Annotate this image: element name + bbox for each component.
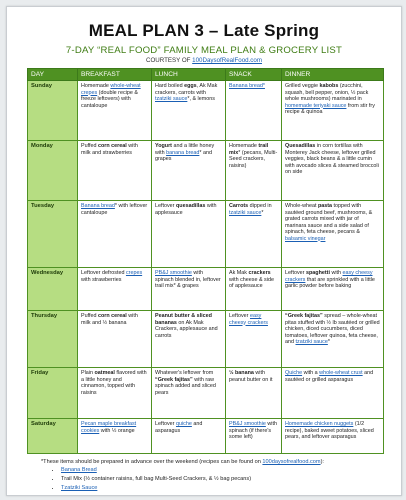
meal-text: Puffed: [81, 313, 98, 319]
page-title: MEAL PLAN 3 – Late Spring: [88, 21, 320, 40]
recipe-link[interactable]: Quiche: [285, 370, 303, 376]
footnote-item: [61, 467, 381, 474]
footnote-recipe-link[interactable]: Banana Bread: [61, 467, 97, 473]
meal-item: “Greek fajitas”: [155, 376, 193, 383]
table-row: [28, 81, 384, 141]
meal-text: with milk and strawberries: [81, 143, 138, 156]
meal-text: with milk and ½ banana: [81, 313, 138, 326]
dinner-cell: [282, 141, 384, 201]
recipe-link[interactable]: easy cheesy crackers: [229, 313, 268, 326]
meal-text: with peanut butter on it: [229, 370, 273, 383]
meal-text: Homemade: [81, 83, 111, 89]
meal-text: Homemade: [229, 143, 259, 149]
meal-text: in corn tortillas with Monterey Jack cheese, leftover grilled veggies, black beans & a little cumin with avocado slices & steamed broccoli on side: [285, 143, 379, 175]
meal-item: quesadillas: [175, 203, 206, 209]
day-cell: Saturday: [28, 419, 78, 454]
table-row: [28, 141, 384, 201]
meal-item: “Greek fajitas”: [285, 313, 323, 319]
recipe-link[interactable]: whole-wheat crepes: [81, 83, 141, 96]
page-subtitle: 7-DAY “REAL FOOD” FAMILY MEAL PLAN & GROCERY LIST: [65, 45, 343, 56]
courtesy-line: [7, 57, 401, 64]
column-header-breakfast: BREAKFAST: [78, 69, 152, 81]
breakfast-cell: [78, 141, 152, 201]
column-header-dinner: DINNER: [282, 69, 384, 81]
table-row: [28, 311, 384, 368]
breakfast-cell: [78, 268, 152, 311]
meal-text: Leftover: [285, 270, 306, 276]
recipe-link[interactable]: homemade teriyaki sauce: [285, 102, 347, 109]
dinner-cell: [282, 201, 384, 268]
meal-text: Leftover: [155, 203, 176, 209]
recipe-link[interactable]: whole-wheat crust: [319, 370, 363, 376]
meal-text: (1/2 recipe), baked sweet potatoes, sliced pears, and leftover asparagus: [285, 421, 374, 440]
footnote-list: [41, 467, 381, 492]
meal-text: with spinach blended in, leftover trail mix* & grapes: [155, 270, 221, 289]
meal-text: with strawberries: [81, 276, 122, 283]
recipe-link[interactable]: tzatziki sauce: [295, 339, 328, 345]
meal-text: and asparagus: [155, 421, 203, 434]
lunch-cell: [152, 368, 226, 419]
meal-item: Yogurt: [155, 143, 172, 149]
meal-text: that are sprinkled with a little garlic powder before baking: [285, 276, 375, 289]
meal-text: Plain: [81, 370, 95, 376]
snack-cell: [226, 268, 282, 311]
day-cell: Sunday: [28, 81, 78, 141]
meal-text: flavored with a little honey and cinnamon, topped with raisins: [81, 370, 147, 396]
meal-item: pasta: [317, 203, 333, 209]
meal-text: and a little honey with: [155, 143, 215, 156]
dinner-cell: [282, 311, 384, 368]
meal-text: Leftover defrosted: [81, 270, 126, 276]
meal-item: spaghetti: [305, 270, 330, 276]
meal-text: (zucchini, squash, bell pepper, onion, ½ pack whole mushrooms) marinated in: [285, 83, 369, 102]
meal-text: on Ak Mak Crackers, applesauce and carrots: [155, 319, 218, 339]
recipe-link[interactable]: balsamic vinegar: [285, 235, 326, 242]
courtesy-link[interactable]: 100DaysofRealFood.com: [192, 57, 262, 64]
day-cell: Monday: [28, 141, 78, 201]
breakfast-cell: [78, 81, 152, 141]
footnote-recipe-link[interactable]: Tzatziki Sauce: [61, 485, 98, 491]
meal-item: kabobs: [319, 83, 339, 89]
meal-text: with applesauce: [155, 203, 217, 216]
meal-text: Whatever's leftover from: [155, 370, 214, 376]
meal-text: with ½ orange: [99, 427, 135, 434]
footnote-item: [61, 476, 381, 483]
meal-text: * with leftover cantaloupe: [81, 203, 148, 216]
column-header-snack: SNACK: [226, 69, 282, 81]
meal-text: * (pecans, Multi-Seed crackers, raisins): [229, 149, 278, 169]
footnote: [41, 459, 381, 494]
meal-text: (double recipe & freeze leftovers) with cantaloupe: [81, 89, 138, 109]
breakfast-cell: [78, 311, 152, 368]
column-header-lunch: LUNCH: [152, 69, 226, 81]
lunch-cell: [152, 419, 226, 454]
table-row: [28, 419, 384, 454]
recipe-link[interactable]: crepes: [125, 270, 143, 276]
meal-item: Peanut butter & sliced bananas: [155, 313, 212, 326]
meal-item: crackers: [248, 270, 271, 276]
dinner-cell: [282, 81, 384, 141]
meal-text: Ak Mak: [229, 270, 249, 276]
footnote-item: [61, 485, 381, 492]
meal-text: with spinach (if there's some left): [229, 421, 277, 440]
meal-text: , Ak Mak crackers, carrots with: [155, 83, 218, 96]
recipe-link[interactable]: Homemade chicken nuggets: [285, 421, 354, 427]
breakfast-cell: [78, 368, 152, 419]
snack-cell: [226, 368, 282, 419]
meal-item: corn cereal: [98, 313, 127, 319]
meal-text: Puffed: [81, 143, 98, 149]
lunch-cell: [152, 201, 226, 268]
snack-cell: [226, 201, 282, 268]
meal-text: * and grapes: [155, 149, 212, 162]
column-header-day: DAY: [28, 69, 78, 81]
meal-text: Leftover: [229, 313, 250, 319]
dinner-cell: [282, 268, 384, 311]
courtesy-prefix: COURTESY OF: [145, 57, 193, 64]
meal-text: with raw spinach added and sliced pears: [155, 376, 216, 396]
meal-text: with: [329, 270, 343, 276]
recipe-link[interactable]: banana bread: [166, 149, 200, 156]
meal-text: and sautéed or grilled asparagus: [285, 370, 374, 383]
table-row: [28, 201, 384, 268]
footnote-text: Trail Mix (½ container raisins, full bag Multi-Seed Crackers, & ½ bag pecans): [61, 476, 252, 482]
footnote-intro: [41, 459, 381, 466]
dinner-cell: [282, 419, 384, 454]
footnote-intro-suffix: ):: [320, 459, 324, 465]
snack-cell: [226, 419, 282, 454]
snack-cell: [226, 81, 282, 141]
meal-item: Carrots: [229, 203, 249, 209]
day-cell: Friday: [28, 368, 78, 419]
meal-text: *, & lemons: [187, 96, 215, 102]
meal-item: trail mix: [229, 143, 269, 156]
recipe-link[interactable]: tzatziki sauce: [229, 209, 262, 216]
footnote-intro-prefix: *These items should be prepared in advance over the weekend (recipes can be found on: [41, 459, 263, 465]
snack-cell: [226, 311, 282, 368]
lunch-cell: [152, 311, 226, 368]
meal-plan-page: [6, 6, 402, 496]
recipe-link[interactable]: tzatziki sauce: [155, 96, 188, 102]
footnote-intro-link[interactable]: 100daysofrealfood.com: [262, 459, 321, 465]
dinner-cell: [282, 368, 384, 419]
meal-item: corn cereal: [98, 143, 127, 149]
breakfast-cell: [78, 201, 152, 268]
meal-text: Leftover: [155, 421, 176, 427]
breakfast-cell: [78, 419, 152, 454]
table-header-row: [28, 69, 384, 81]
lunch-cell: [152, 81, 226, 141]
meal-item: Quesadillas: [285, 143, 316, 149]
recipe-link[interactable]: PB&J smoothie: [229, 421, 266, 427]
meal-item: ½ banana: [229, 370, 254, 376]
meal-item: oatmeal: [94, 370, 115, 376]
meal-text: spread – whole-wheat pitas stuffed with ½ lb sautéed or grilled chicken, diced cucumbers, diced tomatoes, leftover quinoa, feta cheese, and: [285, 313, 380, 345]
meal-text: *: [261, 209, 264, 216]
recipe-link[interactable]: Banana bread*: [229, 83, 265, 89]
meal-text: Grilled veggie: [285, 83, 320, 89]
meal-text: *: [327, 339, 330, 345]
recipe-link[interactable]: quiche: [175, 421, 192, 427]
day-cell: Wednesday: [28, 268, 78, 311]
meal-text: with a: [302, 370, 320, 376]
meal-text: Hard boiled: [155, 83, 185, 89]
lunch-cell: [152, 141, 226, 201]
recipe-link[interactable]: PB&J smoothie: [155, 270, 192, 276]
meal-text: from stir fry recipe & quinoa: [285, 102, 375, 115]
day-cell: Thursday: [28, 311, 78, 368]
meal-text: dipped in: [248, 203, 272, 209]
lunch-cell: [152, 268, 226, 311]
table-row: [28, 268, 384, 311]
snack-cell: [226, 141, 282, 201]
day-cell: Tuesday: [28, 201, 78, 268]
meal-text: topped with sautéed ground beef, mushrooms, & grated carrots mixed with jar of marinara sauce and a side salad of spinach, feta cheese, pecans &: [285, 203, 373, 235]
recipe-link[interactable]: Banana bread: [81, 203, 115, 209]
recipe-link[interactable]: Pecan maple breakfast cookies: [81, 421, 137, 434]
meal-item: eggs: [184, 83, 197, 89]
meal-text: Whole-wheat: [285, 203, 318, 209]
table-row: [28, 368, 384, 419]
meal-plan-table: [27, 68, 384, 454]
recipe-link[interactable]: easy cheesy crackers: [285, 270, 373, 283]
meal-text: with cheese & side of applesauce: [229, 276, 274, 289]
